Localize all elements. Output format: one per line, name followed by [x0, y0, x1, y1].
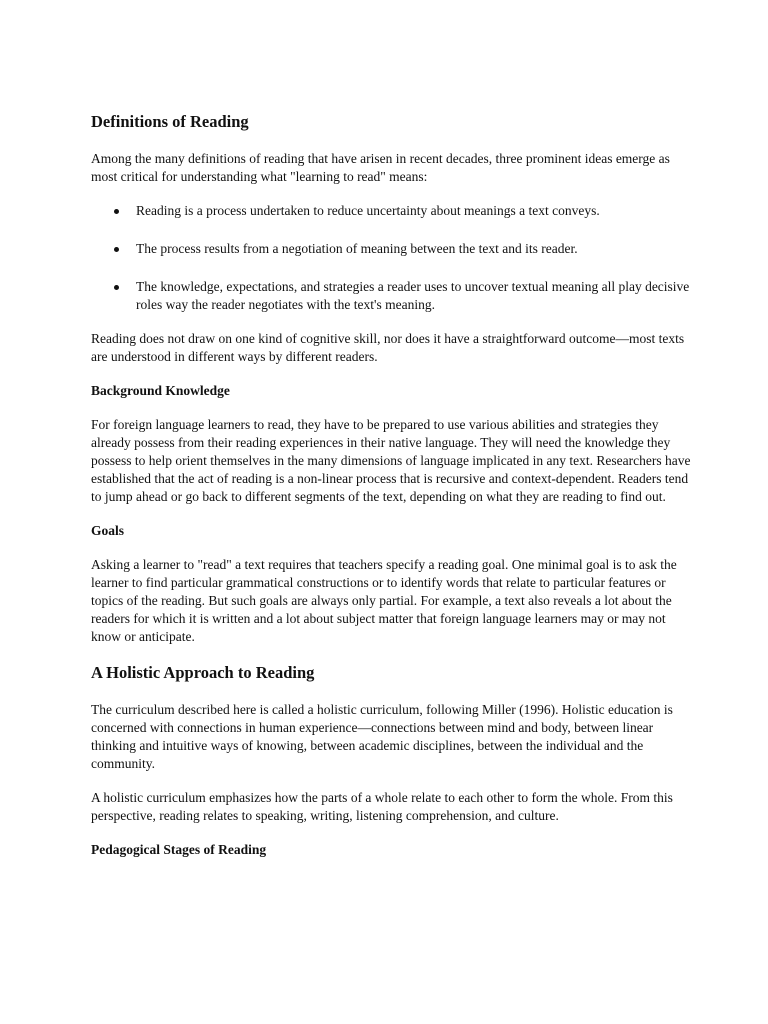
list-item-text: The process results from a negotiation of meaning between the text and its reader.: [136, 241, 578, 256]
heading-goals: Goals: [91, 523, 125, 538]
paragraph-holistic-curriculum: The curriculum described here is called a holistic curriculum, following Miller (1996). Holistic education is concerned with connections in human experience—connections between mind and body, between linear thinking and intuitive ways of knowing, between academic disciplines, between the individual and the community.: [91, 702, 673, 771]
heading-background-knowledge: Background Knowledge: [91, 383, 230, 398]
list-item: [91, 278, 691, 314]
bullet-icon: [114, 247, 119, 252]
list-item: [91, 240, 691, 258]
paragraph-definitions-closing: Reading does not draw on one kind of cognitive skill, nor does it have a straightforward outcome—most texts are understood in different ways by different readers.: [91, 331, 685, 364]
list-item: [91, 202, 691, 220]
list-item-text: Reading is a process undertaken to reduce uncertainty about meanings a text conveys.: [136, 203, 600, 218]
paragraph-goals: Asking a learner to "read" a text requires that teachers specify a reading goal. One minimal goal is to ask the learner to find particular grammatical constructions or to identify words that relate to particular features or topics of the reading. But such goals are always only partial. For example, a text also reveals a lot about the readers for which it is written and a lot about subject matter that foreign language learners may or may not know or anticipate.: [91, 557, 677, 644]
bullet-icon: [114, 209, 119, 214]
heading-pedagogical-stages: Pedagogical Stages of Reading: [91, 842, 267, 857]
bullet-icon: [114, 285, 119, 290]
heading-holistic-approach: A Holistic Approach to Reading: [91, 663, 315, 682]
heading-definitions-of-reading: Definitions of Reading: [91, 112, 249, 131]
definitions-bullet-list: [91, 202, 691, 314]
document-content: [91, 111, 691, 875]
paragraph-definitions-intro: Among the many definitions of reading that have arisen in recent decades, three prominent ideas emerge as most critical for understanding what "learning to read" means:: [91, 151, 670, 184]
paragraph-holistic-emphasis: A holistic curriculum emphasizes how the parts of a whole relate to each other to form the whole. From this perspective, reading relates to speaking, writing, listening comprehension, and culture.: [91, 790, 673, 823]
paragraph-background-knowledge: For foreign language learners to read, they have to be prepared to use various abilities and strategies they already possess from their reading experiences in their native language. They will need the knowledge they possess to help orient themselves in the many dimensions of language implicated in any text. Researchers have established that the act of reading is a non-linear process that is recursive and context-dependent. Readers tend to jump ahead or go back to different segments of the text, depending on what they are reading to find out.: [91, 417, 691, 504]
list-item-text: The knowledge, expectations, and strategies a reader uses to uncover textual meaning all play decisive roles way the reader negotiates with the text's meaning.: [136, 279, 690, 312]
